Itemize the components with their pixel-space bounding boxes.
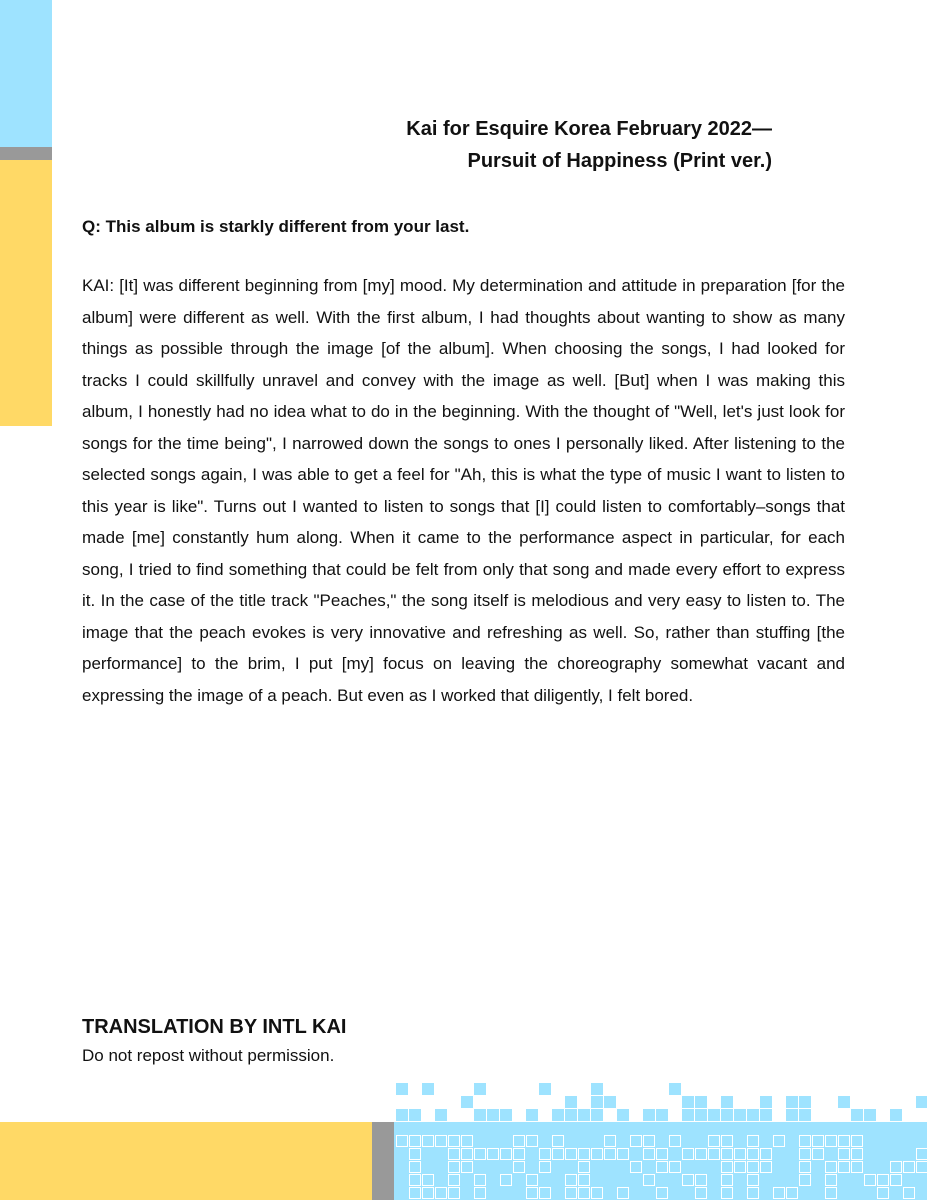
pixel-square [552, 1148, 564, 1160]
pixel-square [591, 1148, 603, 1160]
pixel-square [799, 1187, 811, 1199]
pixel-square [617, 1174, 629, 1186]
pixel-square [916, 1135, 927, 1147]
pixel-square [474, 1187, 486, 1199]
pixel-square [851, 1161, 863, 1173]
pixel-square [643, 1135, 655, 1147]
pixel-square [877, 1161, 889, 1173]
pixel-square [409, 1187, 421, 1199]
pixel-square [500, 1148, 512, 1160]
pixel-square [838, 1096, 850, 1108]
pixel-square [500, 1122, 512, 1134]
pixel-square [825, 1122, 837, 1134]
pixel-square [916, 1148, 927, 1160]
pixel-square [851, 1187, 863, 1199]
pixel-square [812, 1148, 824, 1160]
translation-credit: TRANSLATION BY INTL KAI [82, 1016, 347, 1038]
pixel-square [487, 1109, 499, 1121]
pixel-square [409, 1148, 421, 1160]
pixel-square [734, 1187, 746, 1199]
pixel-square [578, 1109, 590, 1121]
pixel-square [513, 1187, 525, 1199]
pixel-square [513, 1161, 525, 1173]
pixel-square [591, 1096, 603, 1108]
pixel-square [838, 1161, 850, 1173]
pixel-square [708, 1174, 720, 1186]
pixel-square [656, 1187, 668, 1199]
pixel-square [461, 1096, 473, 1108]
pixel-square [864, 1187, 876, 1199]
pixel-square [760, 1187, 772, 1199]
pixel-square [474, 1135, 486, 1147]
pixel-square [539, 1135, 551, 1147]
pixel-square [617, 1122, 629, 1134]
pixel-square [617, 1161, 629, 1173]
pixel-square [591, 1187, 603, 1199]
pixel-square [578, 1148, 590, 1160]
pixel-square [630, 1148, 642, 1160]
pixel-square [435, 1161, 447, 1173]
pixel-square [695, 1096, 707, 1108]
pixel-square [799, 1174, 811, 1186]
pixel-square [721, 1161, 733, 1173]
pixel-square [812, 1174, 824, 1186]
pixel-square [760, 1096, 772, 1108]
pixel-square [773, 1148, 785, 1160]
pixel-square [773, 1187, 785, 1199]
pixel-square [461, 1148, 473, 1160]
pixel-square [825, 1161, 837, 1173]
pixel-square [435, 1122, 447, 1134]
pixel-square [526, 1148, 538, 1160]
pixel-square [838, 1135, 850, 1147]
pixel-square [591, 1109, 603, 1121]
pixel-square [539, 1148, 551, 1160]
pixel-square [916, 1174, 927, 1186]
pixel-square [474, 1174, 486, 1186]
pixel-square [461, 1135, 473, 1147]
pixel-square [734, 1135, 746, 1147]
pixel-square [708, 1135, 720, 1147]
pixel-square [487, 1187, 499, 1199]
pixel-square [500, 1161, 512, 1173]
pixel-square [539, 1187, 551, 1199]
pixel-square [682, 1096, 694, 1108]
pixel-square [851, 1148, 863, 1160]
pixel-square [643, 1109, 655, 1121]
pixel-square [786, 1174, 798, 1186]
pixel-square [916, 1161, 927, 1173]
pixel-square [669, 1174, 681, 1186]
pixel-square [682, 1187, 694, 1199]
pixel-square [630, 1161, 642, 1173]
pixel-square [708, 1148, 720, 1160]
repost-notice: Do not repost without permission. [82, 1046, 335, 1065]
pixel-square [890, 1187, 902, 1199]
pixel-square [526, 1174, 538, 1186]
pixel-square [643, 1187, 655, 1199]
pixel-square [565, 1161, 577, 1173]
pixel-square [630, 1135, 642, 1147]
pixel-square [721, 1109, 733, 1121]
pixel-square [448, 1174, 460, 1186]
pixel-square [448, 1135, 460, 1147]
pixel-square [786, 1096, 798, 1108]
pixel-square [799, 1161, 811, 1173]
pixel-square [656, 1148, 668, 1160]
pixel-square [513, 1148, 525, 1160]
pixel-square [864, 1109, 876, 1121]
pixel-square [721, 1174, 733, 1186]
pixel-square [734, 1109, 746, 1121]
pixel-square [591, 1083, 603, 1095]
pixel-square [422, 1174, 434, 1186]
pixel-square [682, 1122, 694, 1134]
pixel-square [448, 1122, 460, 1134]
interview-answer: KAI: [It] was different beginning from [my] mood. My determination and attitude in preparation [for the album] were different as well. With the first album, I had thoughts about wanting to show as many things as possible through the image [of the album]. When choosing the songs, I had looked for tracks I could skillfully unravel and convey with the image as well. [But] when I was making this album, I honestly had no idea what to do in the beginning. With the thought of "Well, let's just look for songs for the time being", I narrowed down the songs to ones I personally liked. After listening to the selected songs again, I was able to get a feel for "Ah, this is what the type of music I want to listen to this year is like". Turns out I wanted to listen to songs that [I] could listen to comfortably–songs that made [me] constantly hum along. When it came to the performance aspect in particular, for each song, I tried to find something that could be felt from only that song and made every effort to express it. In the case of the title track "Peaches," the song itself is melodious and very easy to listen to. The image that the peach evokes is very innovative and refreshing as well. So, rather than stuffing [the performance] to the brim, I put [my] focus on leaving the choreography somewhat vacant and expressing the image of a peach. But even as I worked that diligently, I felt bored. [82, 276, 845, 705]
pixel-square [669, 1135, 681, 1147]
pixel-square [825, 1187, 837, 1199]
pixel-square [500, 1135, 512, 1147]
pixel-square [747, 1122, 759, 1134]
pixel-square [812, 1187, 824, 1199]
pixel-square [409, 1109, 421, 1121]
title-line-1: Kai for Esquire Korea February 2022— [406, 118, 772, 140]
pixel-square [552, 1109, 564, 1121]
pixel-square [708, 1161, 720, 1173]
pixel-square [604, 1187, 616, 1199]
pixel-square [552, 1174, 564, 1186]
pixel-square [695, 1187, 707, 1199]
pixel-square [890, 1174, 902, 1186]
pixel-square [539, 1174, 551, 1186]
pixel-square [747, 1135, 759, 1147]
pixel-square [773, 1135, 785, 1147]
pixel-square [526, 1135, 538, 1147]
pixel-square [487, 1161, 499, 1173]
pixel-square [786, 1161, 798, 1173]
pixel-square [747, 1148, 759, 1160]
pixel-square [461, 1187, 473, 1199]
pixel-square [864, 1135, 876, 1147]
bottom-gray-band [372, 1122, 394, 1200]
pixel-square [435, 1135, 447, 1147]
pixel-square [539, 1161, 551, 1173]
pixel-square [760, 1161, 772, 1173]
pixel-square [864, 1122, 876, 1134]
pixel-square [799, 1122, 811, 1134]
pixel-square [799, 1135, 811, 1147]
pixel-square [500, 1174, 512, 1186]
pixel-square [682, 1135, 694, 1147]
pixel-square [526, 1161, 538, 1173]
pixel-square [422, 1135, 434, 1147]
pixel-square [799, 1096, 811, 1108]
pixel-square [591, 1161, 603, 1173]
pixel-square [630, 1174, 642, 1186]
pixel-square [682, 1109, 694, 1121]
pixel-square [539, 1122, 551, 1134]
document-title [172, 113, 772, 177]
pixel-square [448, 1161, 460, 1173]
pixel-square [825, 1174, 837, 1186]
pixel-square [786, 1109, 798, 1121]
pixel-square [396, 1174, 408, 1186]
pixel-square [812, 1122, 824, 1134]
pixel-square [721, 1122, 733, 1134]
pixel-square [838, 1148, 850, 1160]
pixel-square [656, 1161, 668, 1173]
pixel-square [877, 1135, 889, 1147]
pixel-square [604, 1174, 616, 1186]
pixel-square [565, 1174, 577, 1186]
pixel-square [565, 1135, 577, 1147]
pixel-square [695, 1135, 707, 1147]
pixel-square [682, 1161, 694, 1173]
pixel-square [643, 1174, 655, 1186]
pixel-square [409, 1135, 421, 1147]
pixel-square [552, 1122, 564, 1134]
pixel-square [695, 1161, 707, 1173]
pixel-square [851, 1122, 863, 1134]
pixel-square [747, 1161, 759, 1173]
pixel-square [890, 1122, 902, 1134]
pixel-square [916, 1187, 927, 1199]
pixel-square [799, 1148, 811, 1160]
pixel-square [630, 1187, 642, 1199]
pixel-square [643, 1122, 655, 1134]
pixel-square [422, 1148, 434, 1160]
pixel-square [409, 1161, 421, 1173]
pixel-square [773, 1174, 785, 1186]
pixel-square [799, 1109, 811, 1121]
pixel-square [682, 1148, 694, 1160]
pixel-square [708, 1187, 720, 1199]
pixel-square [760, 1135, 772, 1147]
pixel-square [786, 1187, 798, 1199]
pixel-square [669, 1083, 681, 1095]
pixel-square [786, 1122, 798, 1134]
pixel-square [565, 1148, 577, 1160]
pixel-square [695, 1122, 707, 1134]
pixel-square [890, 1109, 902, 1121]
pixel-square [487, 1122, 499, 1134]
pixel-square [396, 1148, 408, 1160]
title-line-2: Pursuit of Happiness (Print ver.) [467, 150, 772, 172]
pixel-square [474, 1083, 486, 1095]
pixel-square [903, 1122, 915, 1134]
pixel-square [487, 1148, 499, 1160]
pixel-square [422, 1187, 434, 1199]
pixel-square [656, 1109, 668, 1121]
pixel-square [409, 1122, 421, 1134]
pixel-square [448, 1148, 460, 1160]
pixel-square [461, 1122, 473, 1134]
pixel-square [838, 1187, 850, 1199]
pixel-square [851, 1109, 863, 1121]
pixel-square [747, 1109, 759, 1121]
pixel-square [565, 1187, 577, 1199]
pixel-square [396, 1083, 408, 1095]
pixel-square [695, 1109, 707, 1121]
pixel-square [656, 1174, 668, 1186]
pixel-square [435, 1148, 447, 1160]
pixel-square [474, 1109, 486, 1121]
pixel-square [838, 1174, 850, 1186]
pixel-square [461, 1174, 473, 1186]
pixel-square [825, 1135, 837, 1147]
pixel-square [396, 1109, 408, 1121]
pixel-square [552, 1135, 564, 1147]
side-blue-stripe [0, 0, 52, 147]
pixel-square [721, 1148, 733, 1160]
pixel-square [500, 1187, 512, 1199]
pixel-square [903, 1187, 915, 1199]
pixel-square [474, 1148, 486, 1160]
pixel-square [565, 1109, 577, 1121]
pixel-square [513, 1174, 525, 1186]
pixel-square [851, 1174, 863, 1186]
pixel-square [851, 1135, 863, 1147]
pixel-square [903, 1161, 915, 1173]
pixel-square [604, 1161, 616, 1173]
pixel-square [604, 1096, 616, 1108]
pixel-square [695, 1148, 707, 1160]
pixel-square [591, 1122, 603, 1134]
pixel-square [760, 1109, 772, 1121]
pixel-square [513, 1135, 525, 1147]
pixel-square [721, 1096, 733, 1108]
pixel-square [838, 1122, 850, 1134]
pixel-square [565, 1122, 577, 1134]
pixel-square [903, 1174, 915, 1186]
pixel-square [396, 1161, 408, 1173]
pixel-square [591, 1135, 603, 1147]
pixel-square [591, 1174, 603, 1186]
pixel-square [396, 1187, 408, 1199]
pixel-square [552, 1161, 564, 1173]
pixel-square [669, 1161, 681, 1173]
pixel-square [864, 1174, 876, 1186]
pixel-square [721, 1135, 733, 1147]
pixel-square [461, 1161, 473, 1173]
pixel-square [604, 1148, 616, 1160]
pixel-square [747, 1174, 759, 1186]
pixel-square [617, 1148, 629, 1160]
pixel-square [760, 1174, 772, 1186]
side-gray-stripe [0, 147, 52, 160]
pixel-square [526, 1109, 538, 1121]
pixel-square [916, 1096, 927, 1108]
pixel-square [708, 1109, 720, 1121]
pixel-square [812, 1135, 824, 1147]
pixel-square [448, 1187, 460, 1199]
pixel-square [734, 1148, 746, 1160]
pixel-square [500, 1109, 512, 1121]
pixel-square [773, 1161, 785, 1173]
pixel-square [721, 1187, 733, 1199]
pixel-square [422, 1083, 434, 1095]
pixel-square [578, 1135, 590, 1147]
pixel-square [708, 1122, 720, 1134]
pixel-square [903, 1135, 915, 1147]
pixel-square [760, 1148, 772, 1160]
pixel-square [422, 1161, 434, 1173]
pixel-square [617, 1187, 629, 1199]
pixel-square [513, 1122, 525, 1134]
pixel-square [552, 1187, 564, 1199]
pixel-square [435, 1187, 447, 1199]
pixel-square [786, 1148, 798, 1160]
pixel-square [409, 1174, 421, 1186]
pixel-square [890, 1135, 902, 1147]
pixel-square [578, 1161, 590, 1173]
pixel-square [890, 1161, 902, 1173]
pixel-square [656, 1135, 668, 1147]
pixel-square [487, 1135, 499, 1147]
pixel-square [539, 1083, 551, 1095]
side-yellow-stripe [0, 160, 52, 426]
pixel-square [877, 1174, 889, 1186]
pixel-square [526, 1122, 538, 1134]
pixel-square [643, 1161, 655, 1173]
pixel-square [422, 1122, 434, 1134]
pixel-square [760, 1122, 772, 1134]
pixel-square [877, 1148, 889, 1160]
pixel-square [474, 1122, 486, 1134]
bottom-yellow-band [0, 1122, 372, 1200]
pixel-square [903, 1148, 915, 1160]
pixel-square [604, 1135, 616, 1147]
pixel-square [747, 1187, 759, 1199]
pixel-square [435, 1174, 447, 1186]
interview-question: Q: This album is starkly different from your last. [82, 217, 470, 236]
pixel-square [916, 1122, 927, 1134]
pixel-square [825, 1148, 837, 1160]
pixel-square [396, 1135, 408, 1147]
pixel-square [487, 1174, 499, 1186]
pixel-square [695, 1174, 707, 1186]
pixel-square [578, 1187, 590, 1199]
pixel-square [877, 1187, 889, 1199]
pixel-square [617, 1109, 629, 1121]
pixel-square [890, 1148, 902, 1160]
pixel-square [734, 1174, 746, 1186]
pixel-square [435, 1109, 447, 1121]
pixel-square [864, 1148, 876, 1160]
pixel-square [643, 1148, 655, 1160]
pixel-square [864, 1161, 876, 1173]
pixel-square [565, 1096, 577, 1108]
pixel-square [734, 1161, 746, 1173]
pixel-square [682, 1174, 694, 1186]
pixel-square [617, 1135, 629, 1147]
pixel-square [526, 1187, 538, 1199]
pixel-pattern-decoration [394, 1078, 927, 1200]
pixel-square [669, 1148, 681, 1160]
pixel-square [786, 1135, 798, 1147]
pixel-square [812, 1161, 824, 1173]
pixel-square [578, 1174, 590, 1186]
pixel-square [669, 1187, 681, 1199]
pixel-square [474, 1161, 486, 1173]
